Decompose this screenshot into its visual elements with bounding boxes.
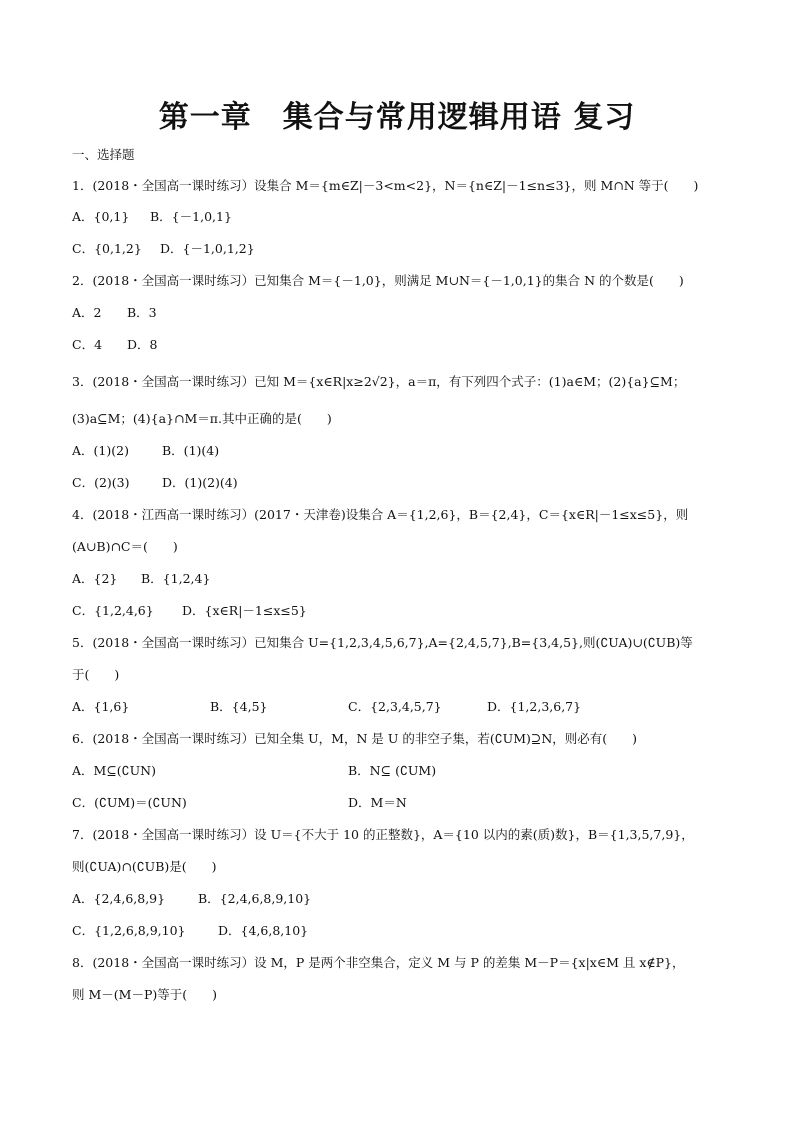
q3-option-a: A．(1)(2) [72, 443, 129, 458]
question-1: 1．(2018・全国高一课时练习）设集合 M＝{m∈Z|－3<m<2}，N＝{n∈Z|－1≤n≤3}，则 M∩N 等于( ) [72, 178, 699, 193]
q4-option-b: B．{1,2,4} [141, 571, 211, 586]
page-title: 第一章 集合与常用逻辑用语 复习 [158, 100, 636, 135]
q2-option-c: C．4 [72, 337, 103, 352]
q3-option-b: B．(1)(4) [162, 443, 220, 458]
q6-option-d: D．M＝N [348, 795, 407, 810]
q2-option-d: D．8 [127, 337, 158, 352]
q7-option-d: D．{4,6,8,10} [218, 923, 309, 938]
question-2: 2．(2018・全国高一课时练习）已知集合 M＝{－1,0}，则满足 M∪N＝{－1,0,1}的集合 N 的个数是( ) [72, 273, 684, 288]
question-8-line-2: 则 M－(M－P)等于( ) [72, 987, 217, 1002]
q3-option-d: D．(1)(2)(4) [162, 475, 238, 490]
question-7-line-1: 7．(2018・全国高一课时练习）设 U＝{不大于 10 的正整数}，A＝{10 以内的素(质)数}，B＝{1,3,5,7,9}， [72, 827, 694, 842]
q1-option-a: A．{0,1} [72, 209, 130, 224]
q7-option-c: C．{1,2,6,8,9,10} [72, 923, 186, 938]
q3-option-c: C．(2)(3) [72, 475, 130, 490]
q5-option-c: C．{2,3,4,5,7} [348, 699, 442, 714]
question-4-line-2: (A∪B)∩C＝( ) [72, 539, 178, 554]
q6-option-c: C．(∁UM)＝(∁UN) [72, 795, 187, 810]
q7-option-b: B．{2,4,6,8,9,10} [198, 891, 312, 906]
question-5-line-1: 5．(2018・全国高一课时练习）已知集合 U={1,2,3,4,5,6,7},A={2,4,5,7},B={3,4,5},则(∁UA)∪(∁UB)等 [72, 635, 693, 650]
q4-option-c: C．{1,2,4,6} [72, 603, 154, 618]
question-3-line-1: 3．(2018・全国高一课时练习）已知 M＝{x∈R|x≥2√2}，a＝π，有下列四个式子：(1)a∈M；(2){a}⊆M； [72, 374, 686, 389]
question-6: 6．(2018・全国高一课时练习）已知全集 U，M，N 是 U 的非空子集，若(∁UM)⊇N，则必有( ) [72, 731, 638, 746]
q6-option-b: B．N⊆ (∁UM) [348, 763, 437, 778]
q1-option-d: D．{－1,0,1,2} [160, 241, 255, 256]
q4-option-d: D．{x∈R|－1≤x≤5} [182, 603, 307, 618]
question-5-line-2: 于( ) [72, 667, 120, 682]
question-8-line-1: 8．(2018・全国高一课时练习）设 M，P 是两个非空集合，定义 M 与 P 的差集 M－P＝{x|x∈M 且 x∉P}， [72, 955, 685, 970]
q2-option-b: B．3 [127, 305, 157, 320]
q1-option-b: B．{－1,0,1} [150, 209, 232, 224]
question-4-line-1: 4．(2018・江西高一课时练习）(2017・天津卷)设集合 A＝{1,2,6}，B＝{2,4}，C＝{x∈R|－1≤x≤5}，则 [72, 507, 689, 522]
q5-option-b: B．{4,5} [210, 699, 268, 714]
question-3-line-2: (3)a⊆M；(4){a}∩M＝π.其中正确的是( ) [72, 411, 332, 426]
q2-option-a: A．2 [72, 305, 102, 320]
q7-option-a: A．{2,4,6,8,9} [72, 891, 166, 906]
question-7-line-2: 则(∁UA)∩(∁UB)是( ) [72, 859, 217, 874]
section-heading: 一、选择题 [72, 147, 135, 162]
q4-option-a: A．{2} [72, 571, 118, 586]
q5-option-a: A．{1,6} [72, 699, 130, 714]
q6-option-a: A．M⊆(∁UN) [72, 763, 156, 778]
q5-option-d: D．{1,2,3,6,7} [487, 699, 582, 714]
q1-option-c: C．{0,1,2} [72, 241, 142, 256]
